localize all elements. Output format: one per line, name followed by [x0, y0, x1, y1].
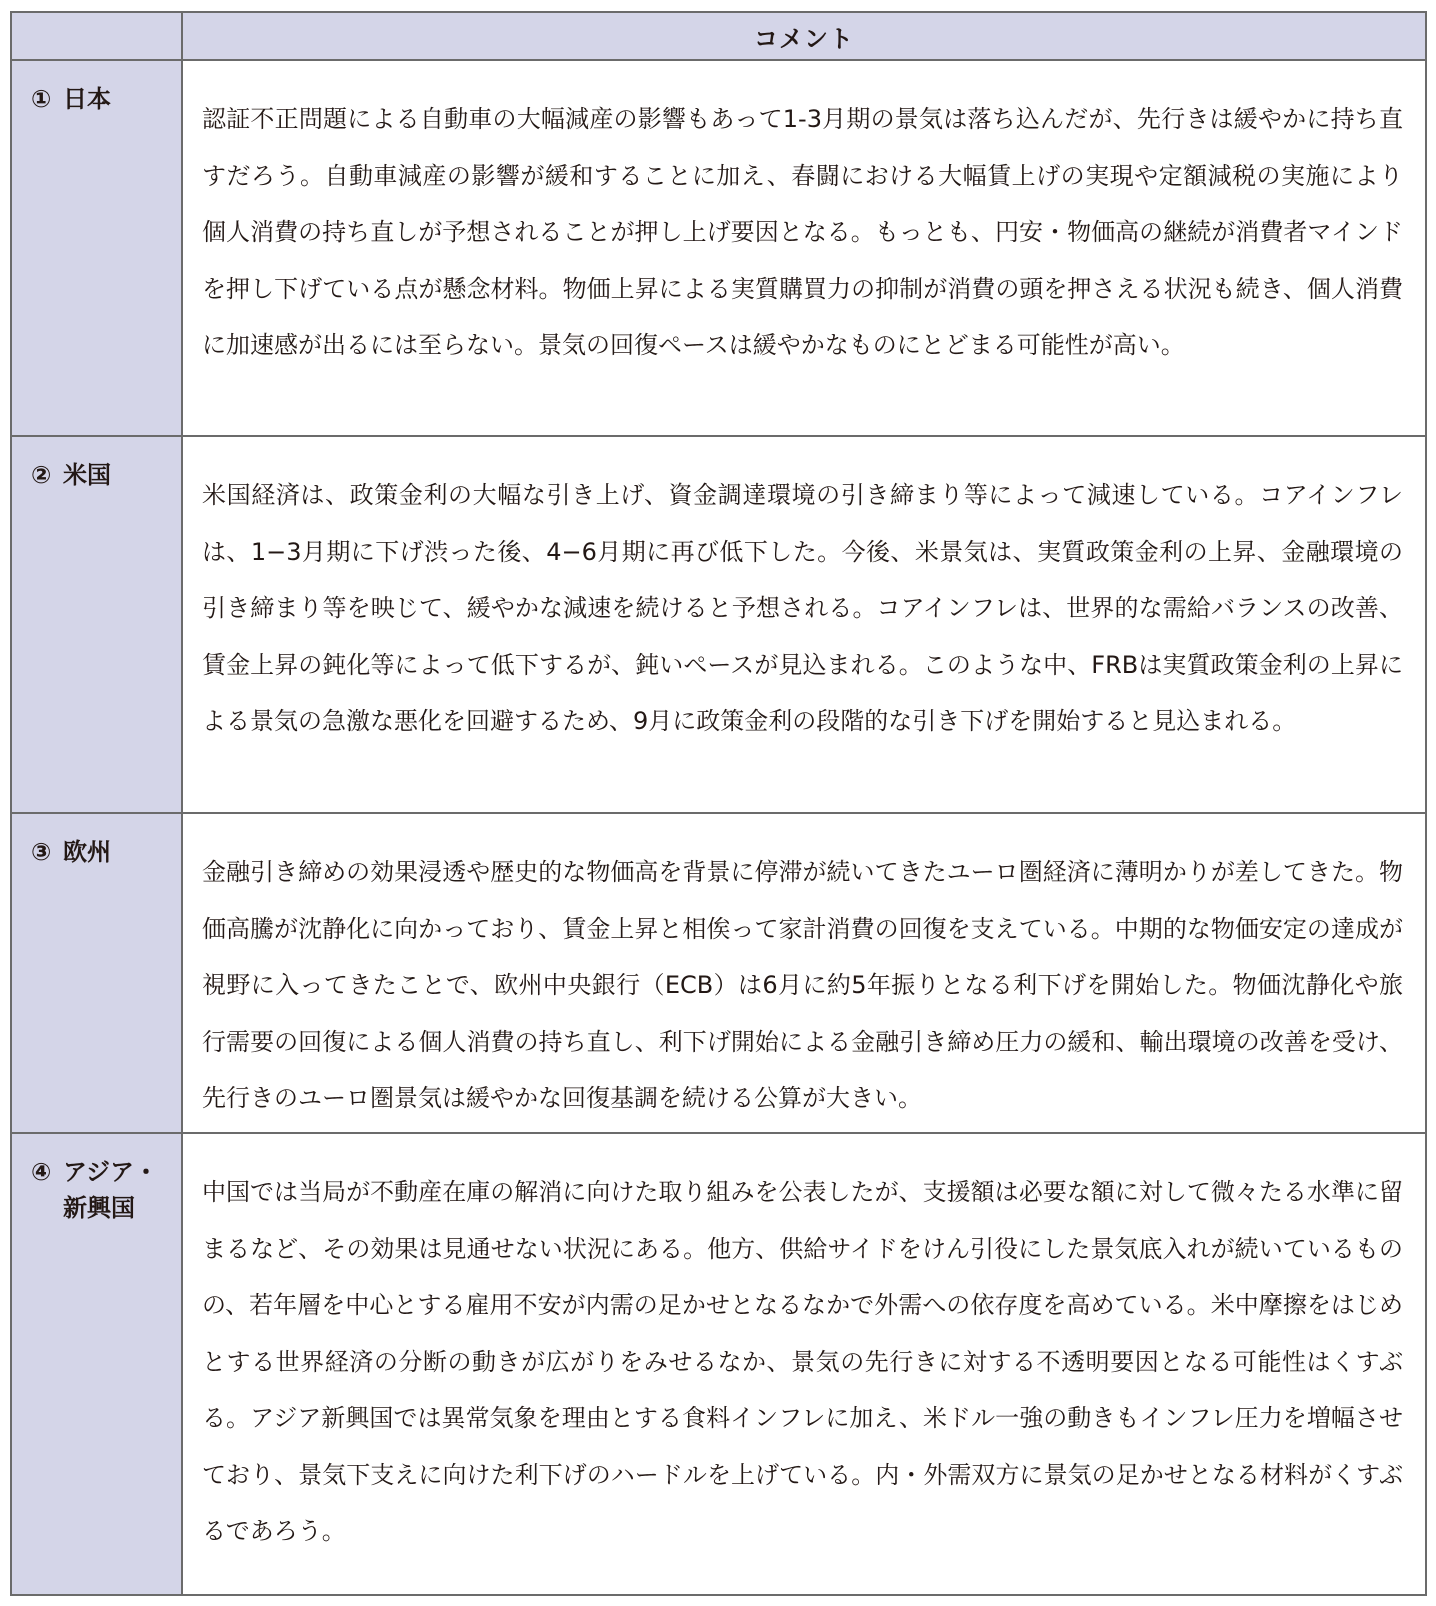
region-label-asia — [12, 1134, 183, 1594]
table-row-asia — [12, 1134, 1425, 1594]
table-header-row — [12, 13, 1425, 61]
table-row-us — [12, 437, 1425, 814]
comment-text-asia: 中国では当局が不動産在庫の解消に向けた取り組みを公表したが、支援額は必要な額に対して微々たる水準に留まるなど、その効果は見通せない状況にある。他方、供給サイドをけん引役にした景気底入れが続いているものの、若年層を中心とする雇用不安が内需の足かせとなるなかで外需への依存度を高めている。米中摩擦をはじめとする世界経済の分断の動きが広がりをみせるなか、景気の先行きに対する不透明要因となる可能性はくすぶる。アジア新興国では異常気象を理由とする食料インフレに加え、米ドル一強の動きもインフレ圧力を増幅させており、景気下支えに向けた利下げのハードルを上げている。内・外需双方に景気の足かせとなる材料がくすぶるであろう。 — [202, 1178, 1403, 1545]
row-number: ② — [31, 461, 52, 489]
row-number: ① — [31, 85, 52, 113]
region-name: 米国 — [63, 461, 111, 489]
region-name-line2: 新興国 — [63, 1194, 135, 1222]
table-row-europe — [12, 814, 1425, 1134]
region-name: 欧州 — [63, 838, 111, 866]
table-row-japan — [12, 61, 1425, 437]
region-name: 日本 — [63, 85, 111, 113]
comment-text-us: 米国経済は、政策金利の大幅な引き上げ、資金調達環境の引き締まり等によって減速している。コアインフレは、1−3月期に下げ渋った後、4−6月期に再び低下した。今後、米景気は、実質政策金利の上昇、金融環境の引き締まり等を映じて、緩やかな減速を続けると予想される。コアインフレは、世界的な需給バランスの改善、賃金上昇の鈍化等によって低下するが、鈍いペースが見込まれる。このような中、FRBは実質政策金利の上昇による景気の急激な悪化を回避するため、9月に政策金利の段階的な引き下げを開始すると見込まれる。 — [202, 481, 1403, 735]
region-label-japan — [12, 61, 183, 435]
region-label-europe — [12, 814, 183, 1132]
row-number: ③ — [31, 838, 52, 866]
header-empty-cell — [12, 13, 183, 59]
comment-text-europe: 金融引き締めの効果浸透や歴史的な物価高を背景に停滞が続いてきたユーロ圏経済に薄明かりが差してきた。物価高騰が沈静化に向かっており、賃金上昇と相俟って家計消費の回復を支えている。中期的な物価安定の達成が視野に入ってきたことで、欧州中央銀行（ECB）は6月に約5年振りとなる利下げを開始した。物価沈静化や旅行需要の回復による個人消費の持ち直し、利下げ開始による金融引き締め圧力の緩和、輸出環境の改善を受け、先行きのユーロ圏景気は緩やかな回復基調を続ける公算が大きい。 — [202, 858, 1403, 1112]
row-number: ④ — [31, 1158, 52, 1186]
header-comment-title: コメント — [754, 24, 854, 53]
region-name-line1: アジア・ — [63, 1158, 159, 1186]
region-label-us — [12, 437, 183, 812]
comment-text-japan: 認証不正問題による自動車の大幅減産の影響もあって1-3月期の景気は落ち込んだが、先行きは緩やかに持ち直すだろう。自動車減産の影響が緩和することに加え、春闘における大幅賃上げの実現や定額減税の実施により個人消費の持ち直しが予想されることが押し上げ要因となる。もっとも、円安・物価高の継続が消費者マインドを押し下げている点が懸念材料。物価上昇による実質購買力の抑制が消費の頭を押さえる状況も続き、個人消費に加速感が出るには至らない。景気の回復ペースは緩やかなものにとどまる可能性が高い。 — [202, 105, 1403, 359]
comment-table — [10, 11, 1427, 1596]
